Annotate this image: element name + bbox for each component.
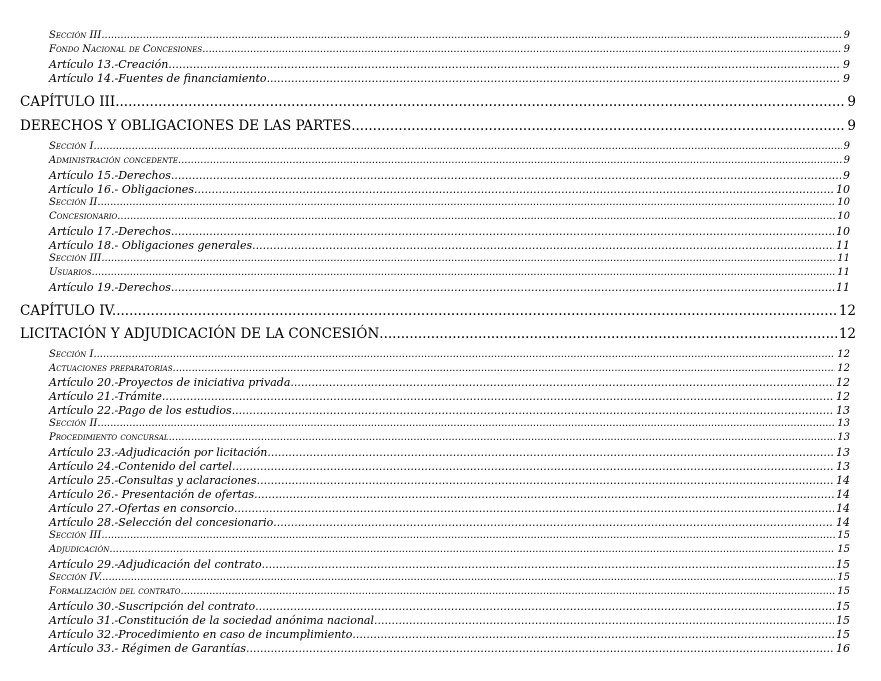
toc-entry-article[interactable]	[49, 629, 850, 640]
toc-entry-section-title[interactable]	[49, 212, 850, 222]
toc-entry-label: Sección I	[49, 141, 94, 152]
toc-entry-label: Artículo 28.-Selección del concesionario	[49, 516, 274, 529]
toc-entry-article[interactable]	[49, 517, 850, 528]
toc-entry-label: Sección III.	[49, 253, 105, 264]
toc-page-number: 15	[836, 628, 850, 641]
toc-entry-seccion[interactable]	[49, 142, 850, 152]
toc-page-number: 14	[836, 474, 850, 487]
dot-leader	[267, 447, 834, 458]
toc-entry-label: Sección III.	[49, 30, 105, 41]
toc-entry-article[interactable]	[49, 391, 850, 402]
toc-page-number: 12	[837, 349, 850, 360]
dot-leader	[178, 156, 842, 166]
toc-entry-article[interactable]	[49, 405, 850, 416]
dot-leader	[93, 350, 835, 360]
toc-page-number: 16	[836, 642, 850, 655]
toc-entry-label: Artículo 16.- Obligaciones	[49, 183, 194, 196]
toc-page-number: 11	[836, 281, 850, 294]
toc-entry-label: Sección II.	[49, 197, 101, 208]
toc-entry-section-title[interactable]	[49, 587, 850, 597]
dot-leader	[273, 517, 834, 528]
toc-entry-label: Artículo 20.-Proyectos de iniciativa privada	[49, 376, 291, 389]
toc-entry-label: Sección II.	[49, 418, 101, 429]
toc-entry-label: Procedimiento concursal	[49, 432, 169, 443]
toc-entry-article[interactable]	[49, 170, 850, 181]
toc-page-number: 9	[843, 44, 850, 55]
dot-leader	[351, 120, 845, 134]
toc-entry-section-title[interactable]	[49, 545, 850, 555]
dot-leader	[162, 391, 834, 402]
toc-entry-seccion[interactable]	[49, 350, 850, 360]
dot-leader	[234, 503, 834, 514]
dot-leader	[202, 45, 841, 55]
toc-page-number: 13	[836, 404, 850, 417]
dot-leader	[267, 73, 841, 84]
toc-entry-label: LICITACIÓN Y ADJUDICACIÓN DE LA CONCESIÓN	[20, 326, 380, 342]
toc-entry-seccion[interactable]	[49, 198, 850, 208]
toc-entry-section-title[interactable]	[49, 268, 850, 278]
toc-entry-label: Artículo 29.-Adjudicación del contrato	[49, 558, 262, 571]
toc-page-number: 10	[837, 197, 850, 208]
dot-leader	[374, 615, 834, 626]
toc-entry-article[interactable]	[49, 643, 850, 654]
toc-entry-article[interactable]	[49, 503, 850, 514]
dot-leader	[171, 282, 834, 293]
toc-page-number: 9	[847, 118, 856, 134]
dot-leader	[232, 405, 834, 416]
toc-page-number: 9	[843, 141, 850, 152]
toc-entry-article[interactable]	[49, 282, 850, 293]
toc-entry-chapter-title[interactable]	[20, 120, 856, 134]
toc-entry-article[interactable]	[49, 475, 850, 486]
toc-entry-label: Artículo 26.- Presentación de ofertas	[49, 488, 255, 501]
toc-entry-label: Adjudicación	[49, 544, 110, 555]
toc-entry-section-title[interactable]	[49, 156, 850, 166]
dot-leader	[93, 142, 841, 152]
toc-entry-label: Sección IV.	[49, 572, 103, 583]
dot-leader	[101, 419, 836, 429]
toc-page-number: 11	[837, 253, 850, 264]
toc-page-number: 13	[836, 460, 850, 473]
toc-entry-article[interactable]	[49, 73, 850, 84]
dot-leader	[180, 587, 835, 597]
dot-leader	[102, 573, 835, 583]
toc-entry-seccion[interactable]	[49, 254, 850, 264]
toc-page-number: 12	[837, 363, 850, 374]
toc-entry-section-title[interactable]	[49, 45, 850, 55]
toc-entry-label: Artículo 22.-Pago de los estudios	[49, 404, 232, 417]
dot-leader	[194, 184, 834, 195]
toc-entry-article[interactable]	[49, 377, 850, 388]
dot-leader	[117, 212, 835, 222]
dot-leader	[173, 364, 836, 374]
dot-leader	[92, 268, 836, 278]
toc-page-number: 14	[836, 502, 850, 515]
toc-page-number: 11	[837, 267, 850, 278]
dot-leader	[246, 643, 834, 654]
toc-page-number: 15	[837, 586, 850, 597]
toc-entry-label: Concesionario	[49, 211, 118, 222]
toc-entry-label: CAPÍTULO IV.	[20, 303, 117, 319]
toc-page-number: 15	[836, 600, 850, 613]
toc-entry-seccion[interactable]	[49, 531, 850, 541]
toc-page-number: 10	[836, 183, 850, 196]
toc-page-number: 15	[837, 544, 850, 555]
toc-entry-label: Sección I	[49, 349, 94, 360]
dot-leader	[105, 531, 836, 541]
dot-leader	[290, 377, 834, 388]
toc-entry-label: Sección III.	[49, 530, 105, 541]
dot-leader	[120, 96, 846, 110]
toc-entry-label: Artículo 23.-Adjudicación por licitación	[49, 446, 268, 459]
dot-leader	[252, 240, 834, 251]
toc-page-number: 9	[843, 30, 850, 41]
toc-page-number: 12	[838, 303, 856, 319]
toc-page-number: 11	[836, 239, 850, 252]
toc-entry-label: Artículo 27.-Ofertas en consorcio	[49, 502, 234, 515]
toc-entry-label: Administración concedente	[49, 155, 178, 166]
dot-leader	[101, 198, 836, 208]
toc-page-number: 10	[837, 211, 850, 222]
toc-page-number: 12	[836, 376, 850, 389]
toc-page-number: 9	[843, 169, 850, 182]
dot-leader	[109, 545, 835, 555]
toc-page-number: 10	[836, 225, 850, 238]
toc-entry-article[interactable]	[49, 489, 850, 500]
toc-entry-label: Artículo 24.-Contenido del cartel	[49, 460, 233, 473]
dot-leader	[171, 170, 841, 181]
toc-entry-label: Actuaciones preparatorias	[49, 363, 173, 374]
toc-page-number: 9	[843, 155, 850, 166]
dot-leader	[232, 461, 834, 472]
dot-leader	[262, 559, 834, 570]
dot-leader	[379, 328, 837, 342]
toc-entry-label: Artículo 31.-Constitución de la sociedad anónima nacional	[49, 614, 374, 627]
toc-entry-section-title[interactable]	[49, 433, 850, 443]
toc-entry-label: Artículo 33.- Régimen de Garantías	[49, 642, 247, 655]
toc-entry-article[interactable]	[49, 615, 850, 626]
toc-entry-label: Artículo 30.-Suscripción del contrato	[49, 600, 256, 613]
toc-page-number: 15	[837, 572, 850, 583]
toc-entry-label: Formalización del contrato	[49, 586, 181, 597]
toc-page-number: 9	[843, 72, 850, 85]
toc-entry-article[interactable]	[49, 461, 850, 472]
toc-entry-label: Artículo 17.-Derechos	[49, 225, 171, 238]
dot-leader	[171, 226, 834, 237]
toc-entry-label: Artículo 32.-Procedimiento en caso de incumplimiento	[49, 628, 353, 641]
toc-entry-seccion[interactable]	[49, 31, 850, 41]
toc-entry-article[interactable]	[49, 226, 850, 237]
toc-page-number: 13	[837, 418, 850, 429]
toc-entry-seccion[interactable]	[49, 419, 850, 429]
dot-leader	[169, 433, 836, 443]
dot-leader	[257, 475, 834, 486]
dot-leader	[116, 305, 837, 319]
toc-page-number: 14	[836, 516, 850, 529]
toc-entry-label: Artículo 25.-Consultas y aclaraciones	[49, 474, 257, 487]
toc-entry-section-title[interactable]	[49, 364, 850, 374]
toc-entry-article[interactable]	[49, 240, 850, 251]
dot-leader	[255, 601, 834, 612]
toc-entry-label: Artículo 13.-Creación	[49, 58, 169, 71]
dot-leader	[168, 59, 841, 70]
toc-page-number: 15	[836, 558, 850, 571]
toc-page-number: 14	[836, 488, 850, 501]
toc-entry-seccion[interactable]	[49, 573, 850, 583]
toc-entry-article[interactable]	[49, 184, 850, 195]
toc-page-number: 15	[836, 614, 850, 627]
toc-page-number: 13	[836, 446, 850, 459]
dot-leader	[105, 31, 842, 41]
toc-entry-article[interactable]	[49, 559, 850, 570]
toc-entry-label: Usuarios	[49, 267, 92, 278]
toc-entry-article[interactable]	[49, 447, 850, 458]
toc-entry-label: CAPÍTULO III.	[20, 94, 120, 110]
toc-entry-chapter[interactable]	[20, 96, 856, 110]
toc-entry-article[interactable]	[49, 59, 850, 70]
toc-page-number: 9	[847, 94, 856, 110]
toc-page-number: 13	[837, 432, 850, 443]
toc-entry-label: Artículo 15.-Derechos	[49, 169, 171, 182]
toc-page-number: 12	[836, 390, 850, 403]
toc-page-number: 9	[843, 58, 850, 71]
toc-entry-label: Artículo 14.-Fuentes de financiamiento	[49, 72, 267, 85]
toc-page-number: 15	[837, 530, 850, 541]
toc-page-number: 12	[838, 326, 856, 342]
toc-entry-chapter-title[interactable]	[20, 328, 856, 342]
dot-leader	[254, 489, 834, 500]
toc-entry-label: Fondo Nacional de Concesiones	[49, 44, 203, 55]
toc-entry-label: Artículo 19.-Derechos	[49, 281, 171, 294]
toc-entry-label: Artículo 18.- Obligaciones generales	[49, 239, 253, 252]
toc-entry-label: DERECHOS Y OBLIGACIONES DE LAS PARTES	[20, 118, 352, 134]
toc-entry-chapter[interactable]	[20, 305, 856, 319]
toc-entry-label: Artículo 21.-Trámite	[49, 390, 162, 403]
dot-leader	[352, 629, 834, 640]
dot-leader	[105, 254, 836, 264]
toc-entry-article[interactable]	[49, 601, 850, 612]
